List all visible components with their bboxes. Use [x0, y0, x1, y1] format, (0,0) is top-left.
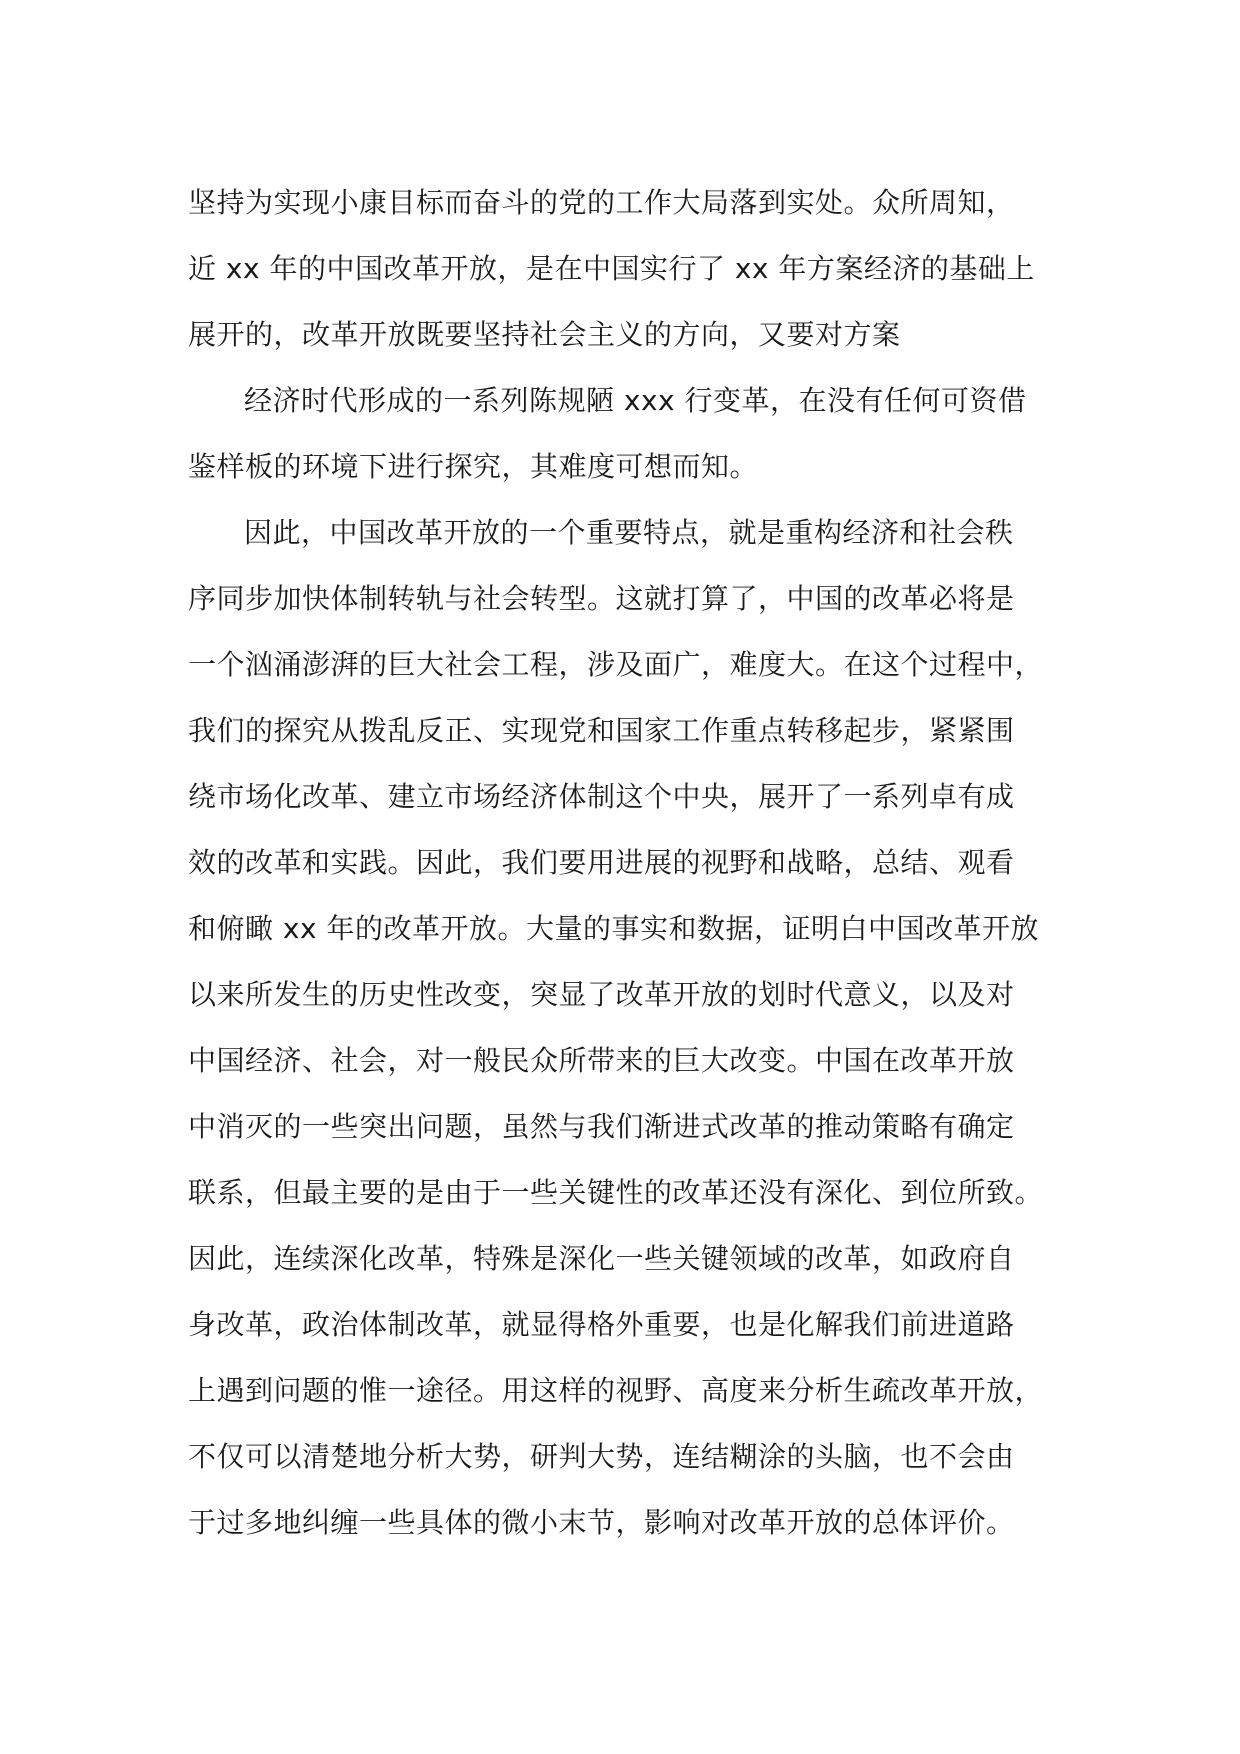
text-line: 因此，连续深化改革，特殊是深化一些关键领域的改革，如政府自	[188, 1242, 1015, 1275]
text-line: 于过多地纠缠一些具体的微小末节，影响对改革开放的总体评价。	[188, 1506, 1015, 1539]
text-line: 和俯瞰 xx 年的改革开放。大量的事实和数据，证明白中国改革开放	[188, 912, 1039, 945]
text-line: 中国经济、社会，对一般民众所带来的巨大改变。中国在改革开放	[188, 1044, 1015, 1077]
text-line: 展开的，改革开放既要坚持社会主义的方向，又要对方案	[188, 318, 901, 351]
text-line: 中消灭的一些突出问题，虽然与我们渐进式改革的推动策略有确定	[188, 1110, 1015, 1143]
text-line: 一个汹涌澎湃的巨大社会工程，涉及面广，难度大。在这个过程中，	[188, 648, 1044, 681]
paragraph-start-line: 经济时代形成的一系列陈规陋 xxx 行变革，在没有任何可资借	[244, 384, 1027, 417]
text-line: 序同步加快体制转轨与社会转型。这就打算了，中国的改革必将是	[188, 582, 1015, 615]
text-line: 效的改革和实践。因此，我们要用进展的视野和战略，总结、观看	[188, 846, 1015, 879]
text-line: 身改革，政治体制改革，就显得格外重要，也是化解我们前进道路	[188, 1308, 1015, 1341]
text-line: 鉴样板的环境下进行探究，其难度可想而知。	[188, 450, 759, 483]
text-line: 上遇到问题的惟一途径。用这样的视野、高度来分析生疏改革开放，	[188, 1374, 1044, 1407]
text-line: 不仅可以清楚地分析大势，研判大势，连结糊涂的头脑，也不会由	[188, 1440, 1015, 1473]
body-text	[188, 170, 1068, 1556]
text-line: 我们的探究从拨乱反正、实现党和国家工作重点转移起步，紧紧围	[188, 714, 1015, 747]
text-line: 以来所发生的历史性改变，突显了改革开放的划时代意义，以及对	[188, 978, 1015, 1011]
text-line: 联系，但最主要的是由于一些关键性的改革还没有深化、到位所致。	[188, 1176, 1044, 1209]
text-line: 近 xx 年的中国改革开放，是在中国实行了 xx 年方案经济的基础上	[188, 252, 1035, 285]
text-line: 绕市场化改革、建立市场经济体制这个中央，展开了一系列卓有成	[188, 780, 1015, 813]
text-line: 坚持为实现小康目标而奋斗的党的工作大局落到实处。众所周知，	[188, 186, 1015, 219]
paragraph-start-line: 因此，中国改革开放的一个重要特点，就是重构经济和社会秩	[244, 516, 1014, 549]
